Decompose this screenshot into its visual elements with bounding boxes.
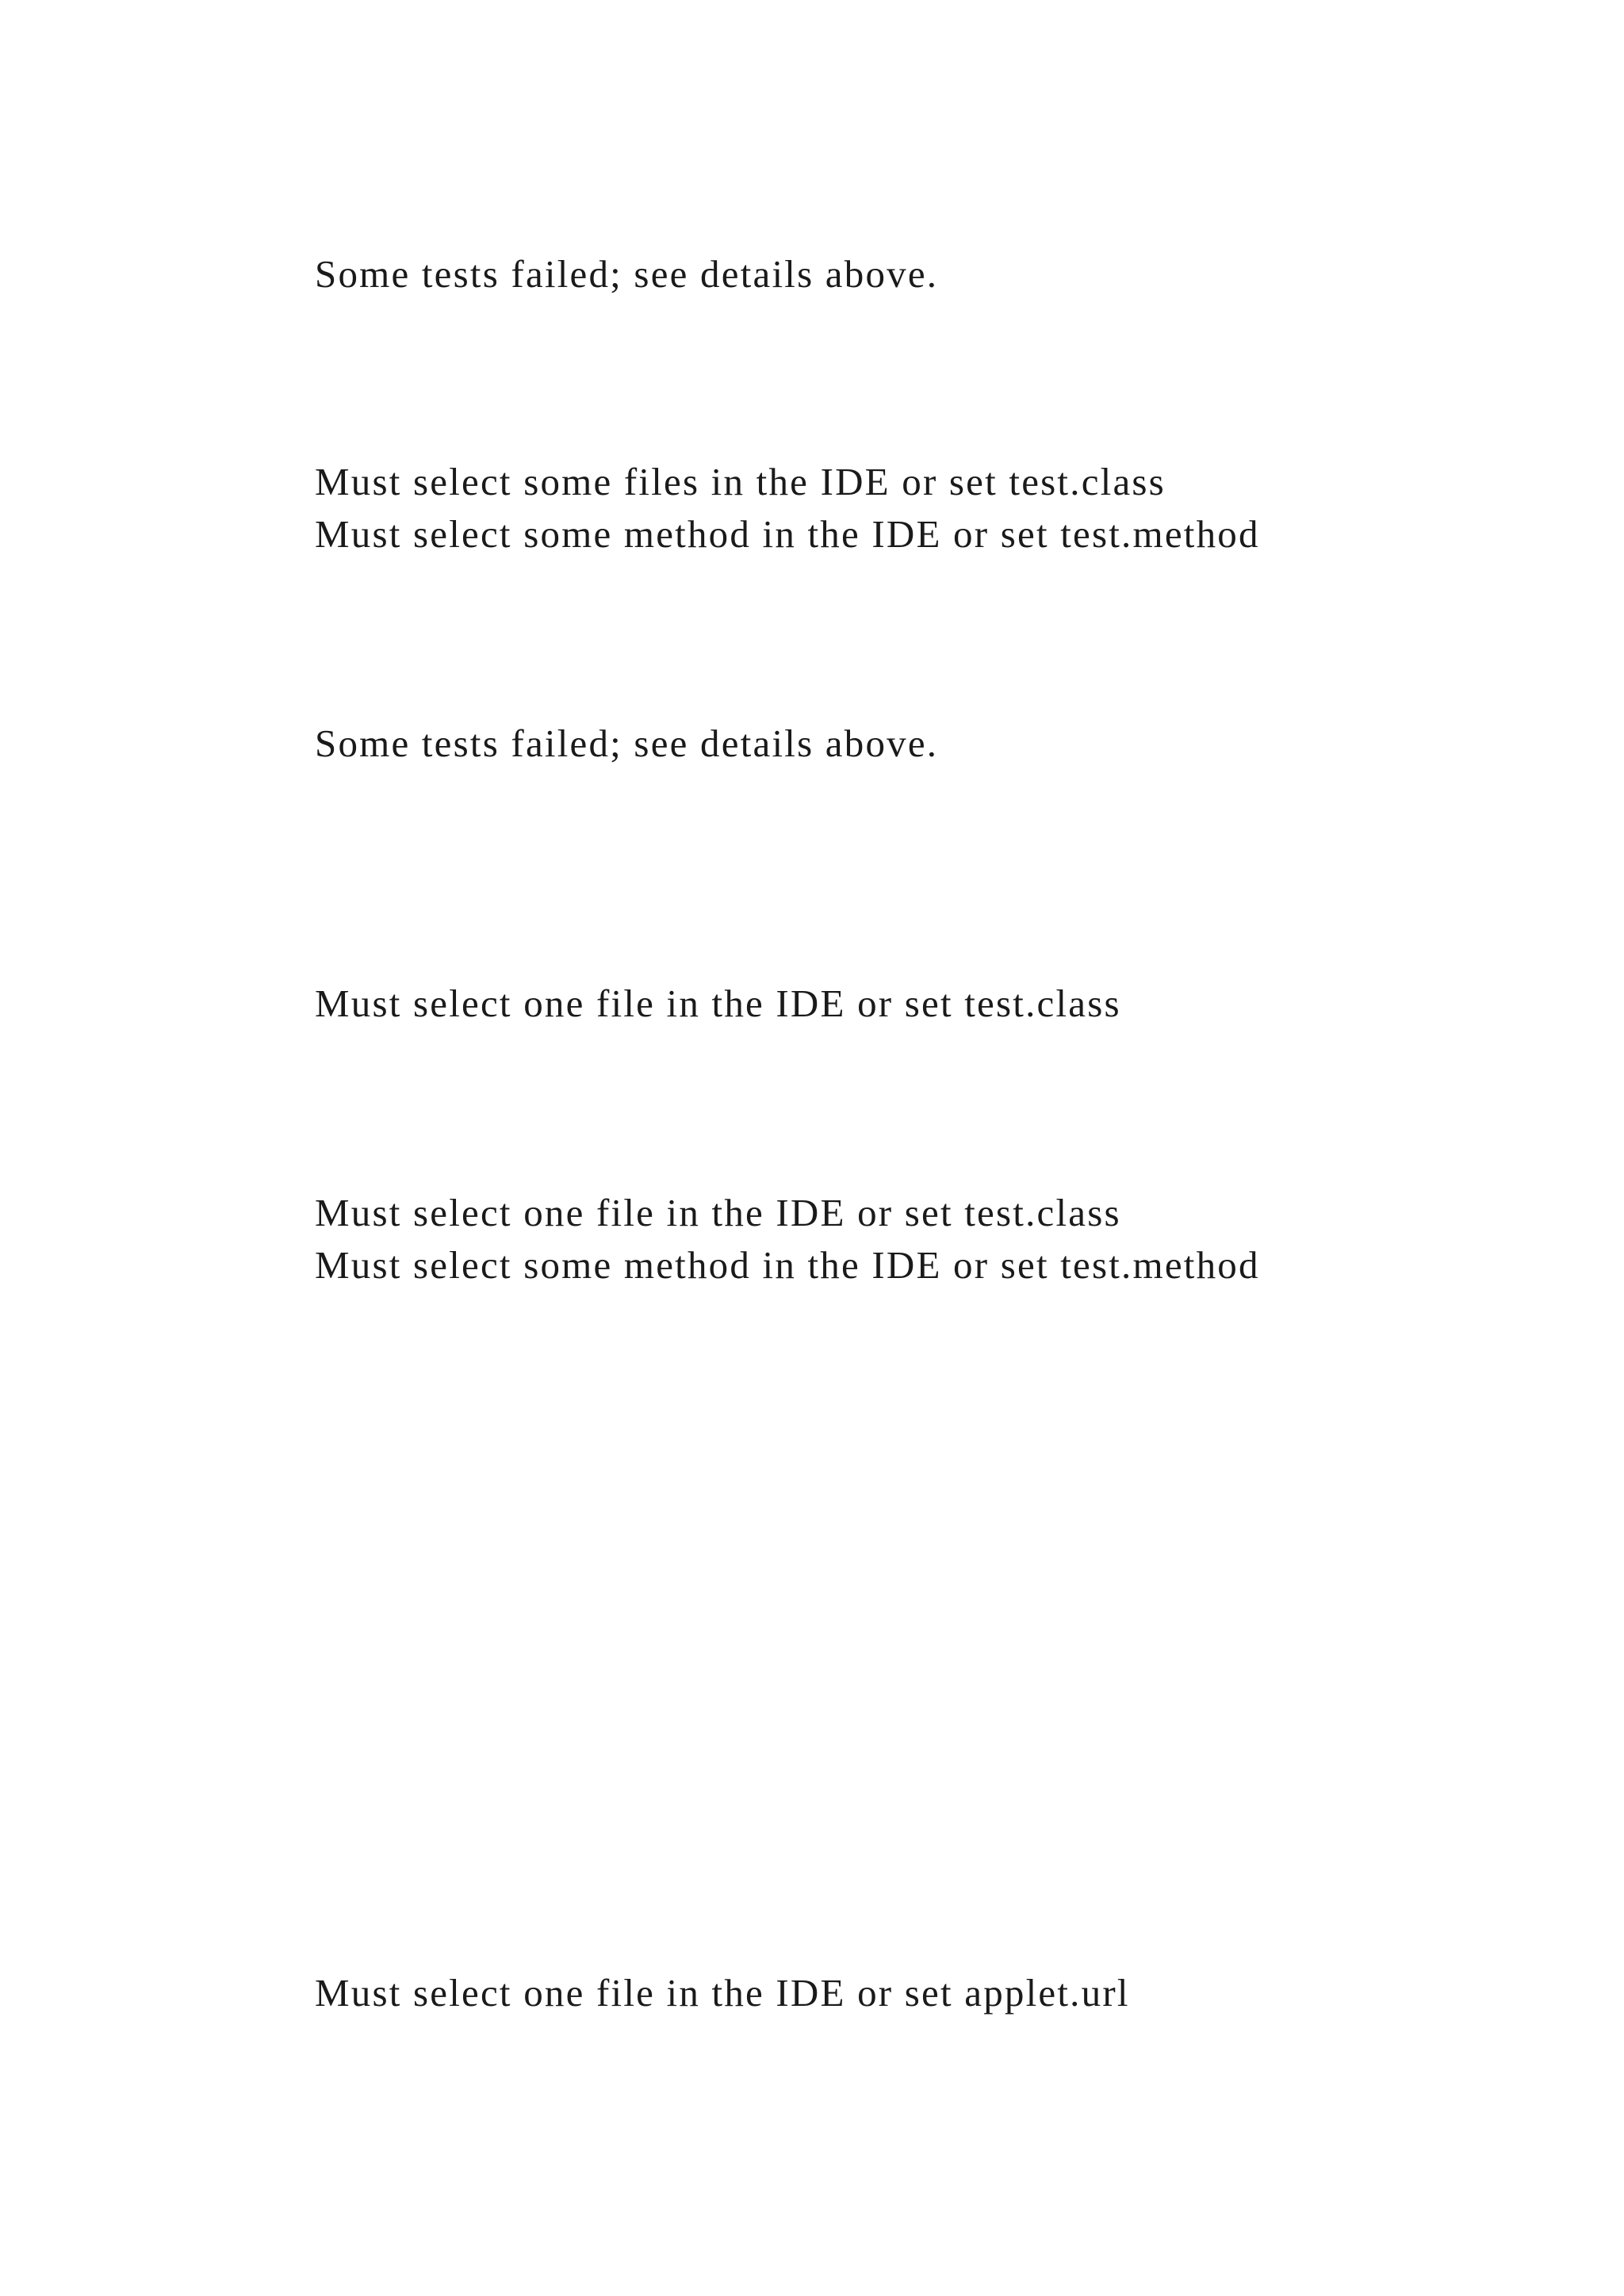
message-tests-failed: Some tests failed; see details above.: [315, 252, 939, 296]
message-select-method: Must select some method in the IDE or set test.method: [315, 1243, 1260, 1287]
message-select-one-file: Must select one file in the IDE or set test.class: [315, 1191, 1121, 1234]
message-select-applet-url: Must select one file in the IDE or set applet.url: [315, 1971, 1130, 2015]
message-select-one-file: Must select one file in the IDE or set test.class: [315, 982, 1121, 1025]
message-tests-failed: Some tests failed; see details above.: [315, 721, 939, 765]
message-select-files: Must select some files in the IDE or set test.class: [315, 460, 1166, 503]
message-select-method: Must select some method in the IDE or set test.method: [315, 512, 1260, 556]
